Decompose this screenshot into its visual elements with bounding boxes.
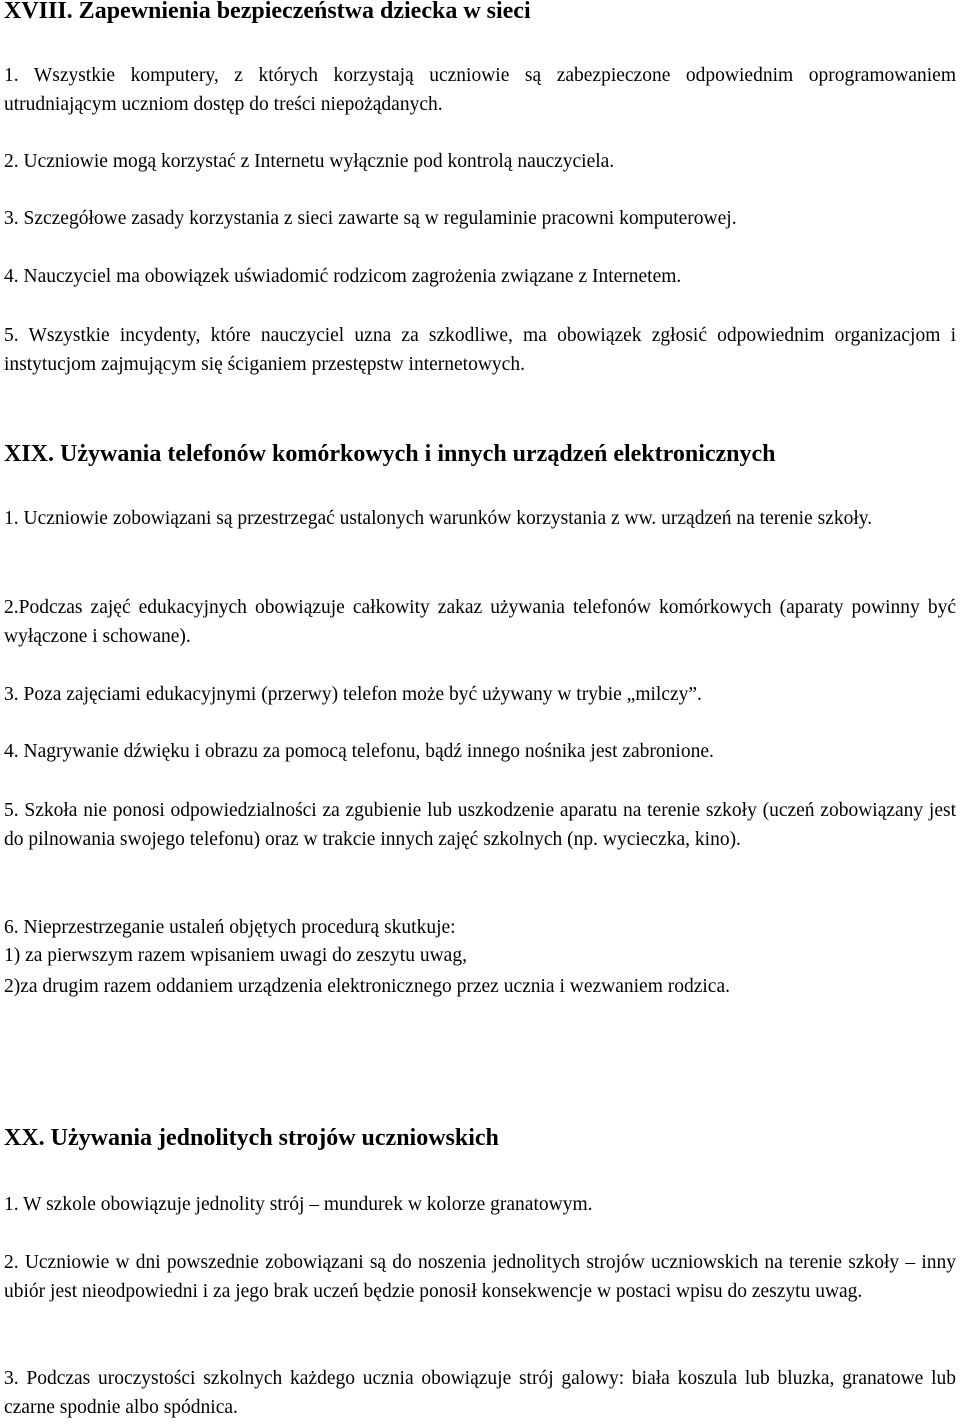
paragraph-xx-2: 2. Uczniowie w dni powszednie zobowiązani są do noszenia jednolitych strojów uczniowskich na terenie szkoły – inny ubiór jest nieodpowiedni i za jego brak uczeń będzie ponosił konsekwencje w postaci wpisu do zeszytu uwag.: [4, 1252, 956, 1302]
paragraph-xviii-2: 2. Uczniowie mogą korzystać z Internetu wyłącznie pod kontrolą nauczyciela.: [4, 151, 615, 172]
paragraph-xviii-5: 5. Wszystkie incydenty, które nauczyciel uzna za szkodliwe, ma obowiązek zgłosić odpowiednim organizacjom i instytucjom zajmującym się ściganiem przestępstw internetowych.: [4, 325, 956, 375]
paragraph-xix-6: 6. Nieprzestrzeganie ustaleń objętych procedurą skutkuje:: [4, 917, 456, 938]
paragraph-xx-1: 1. W szkole obowiązuje jednolity strój – mundurek w kolorze granatowym.: [4, 1194, 593, 1215]
paragraph-xviii-3: 3. Szczegółowe zasady korzystania z sieci zawarte są w regulaminie pracowni komputerowej.: [4, 208, 737, 229]
paragraph-xix-6-2: 2)za drugim razem oddaniem urządzenia elektronicznego przez ucznia i wezwaniem rodzica.: [4, 976, 730, 997]
paragraph-xx-3: 3. Podczas uroczystości szkolnych każdego ucznia obowiązuje strój galowy: biała koszula lub bluzka, granatowe lub czarne spodnie albo spódnica.: [4, 1368, 956, 1418]
paragraph-xix-6-1: 1) za pierwszym razem wpisaniem uwagi do zeszytu uwag,: [4, 945, 467, 966]
section-heading-xix: XIX. Używania telefonów komórkowych i innych urządzeń elektronicznych: [4, 441, 776, 467]
paragraph-xviii-1: 1. Wszystkie komputery, z których korzystają uczniowie są zabezpieczone odpowiednim oprogramowaniem utrudniającym uczniom dostęp do treści niepożądanych.: [4, 65, 956, 115]
paragraph-xix-3: 3. Poza zajęciami edukacyjnymi (przerwy) telefon może być używany w trybie „milczy”.: [4, 684, 702, 705]
section-heading-xx: XX. Używania jednolitych strojów uczniowskich: [4, 1125, 499, 1151]
paragraph-xix-1: 1. Uczniowie zobowiązani są przestrzegać ustalonych warunków korzystania z ww. urządzeń na terenie szkoły.: [4, 508, 873, 529]
paragraph-xix-4: 4. Nagrywanie dźwięku i obrazu za pomocą telefonu, bądź innego nośnika jest zabronione.: [4, 741, 714, 762]
section-heading-xviii: XVIII. Zapewnienia bezpieczeństwa dziecka w sieci: [4, 0, 531, 24]
paragraph-xix-2: 2.Podczas zajęć edukacyjnych obowiązuje całkowity zakaz używania telefonów komórkowych (aparaty powinny być wyłączone i schowane).: [4, 597, 956, 647]
paragraph-xviii-4: 4. Nauczyciel ma obowiązek uświadomić rodzicom zagrożenia związane z Internetem.: [4, 266, 682, 287]
paragraph-xix-5: 5. Szkoła nie ponosi odpowiedzialności za zgubienie lub uszkodzenie aparatu na terenie szkoły (uczeń zobowiązany jest do pilnowania swojego telefonu) oraz w trakcie innych zajęć szkolnych (np. wycieczka, kino).: [4, 800, 956, 850]
